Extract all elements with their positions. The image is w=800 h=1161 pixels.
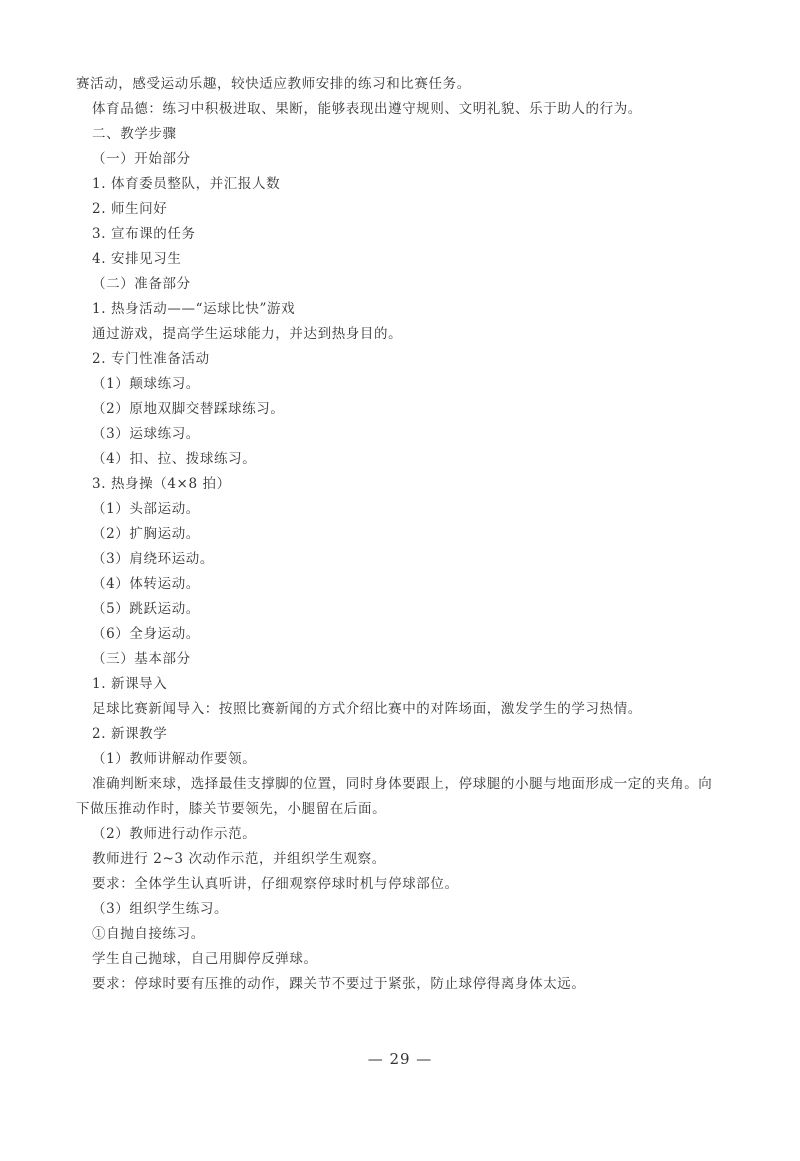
text-line: （3）组织学生练习。 — [92, 901, 229, 917]
text-line: 要求：全体学生认真听讲，仔细观察停球时机与停球部位。 — [92, 876, 459, 892]
text-line: 学生自己抛球，自己用脚停反弹球。 — [92, 951, 318, 967]
text-line: （1）颠球练习。 — [92, 376, 200, 392]
text-line: 2. 新课教学 — [92, 726, 168, 742]
text-line: （二）准备部分 — [92, 276, 191, 292]
text-line: 3. 宣布课的任务 — [92, 226, 196, 242]
text-line: 4. 安排见习生 — [92, 251, 182, 267]
page-number: — 29 — — [367, 1050, 433, 1068]
text-line: 要求：停球时要有压推的动作，踝关节不要过于紧张，防止球停得离身体太远。 — [92, 976, 586, 992]
text-line: 赛活动，感受运动乐趣，较快适应教师安排的练习和比赛任务。 — [76, 76, 471, 92]
text-line: （三）基本部分 — [92, 651, 191, 667]
text-line: （2）扩胸运动。 — [92, 526, 200, 542]
text-line: 教师进行 2~3 次动作示范，并组织学生观察。 — [92, 851, 386, 867]
text-line: 二、教学步骤 — [92, 126, 177, 142]
text-line: （3）运球练习。 — [92, 426, 200, 442]
text-line: （1）头部运动。 — [92, 501, 200, 517]
text-line: 通过游戏，提高学生运球能力，并达到热身目的。 — [92, 326, 403, 342]
text-line: （一）开始部分 — [92, 151, 191, 167]
text-line: 3. 热身操（4×8 拍） — [92, 476, 231, 492]
text-line: 准确判断来球，选择最佳支撑脚的位置，同时身体要跟上，停球腿的小腿与地面形成一定的夹角。向 — [92, 776, 713, 792]
text-line: （5）跳跃运动。 — [92, 601, 200, 617]
document-body — [0, 72, 800, 997]
text-line: 2. 师生问好 — [92, 201, 168, 217]
text-line: ①自抛自接练习。 — [92, 926, 205, 942]
text-line: 1. 热身活动——“运球比快”游戏 — [92, 301, 296, 317]
text-line: （4）扣、拉、拨球练习。 — [92, 451, 257, 467]
text-line: 下做压推动作时，膝关节要领先，小腿留在后面。 — [76, 801, 387, 817]
text-line: 1. 体育委员整队，并汇报人数 — [92, 176, 281, 192]
text-line: （2）教师进行动作示范。 — [92, 826, 257, 842]
text-line: 体育品德：练习中积极进取、果断，能够表现出遵守规则、文明礼貌、乐于助人的行为。 — [92, 101, 642, 117]
text-line: 1. 新课导入 — [92, 676, 168, 692]
text-line: （2）原地双脚交替踩球练习。 — [92, 401, 285, 417]
text-line: 足球比赛新闻导入：按照比赛新闻的方式介绍比赛中的对阵场面，激发学生的学习热情。 — [92, 701, 642, 717]
text-line: （3）肩绕环运动。 — [92, 551, 214, 567]
text-line: （4）体转运动。 — [92, 576, 200, 592]
text-line: 2. 专门性准备活动 — [92, 351, 210, 367]
text-line: （6）全身运动。 — [92, 626, 200, 642]
text-line: （1）教师讲解动作要领。 — [92, 751, 257, 767]
